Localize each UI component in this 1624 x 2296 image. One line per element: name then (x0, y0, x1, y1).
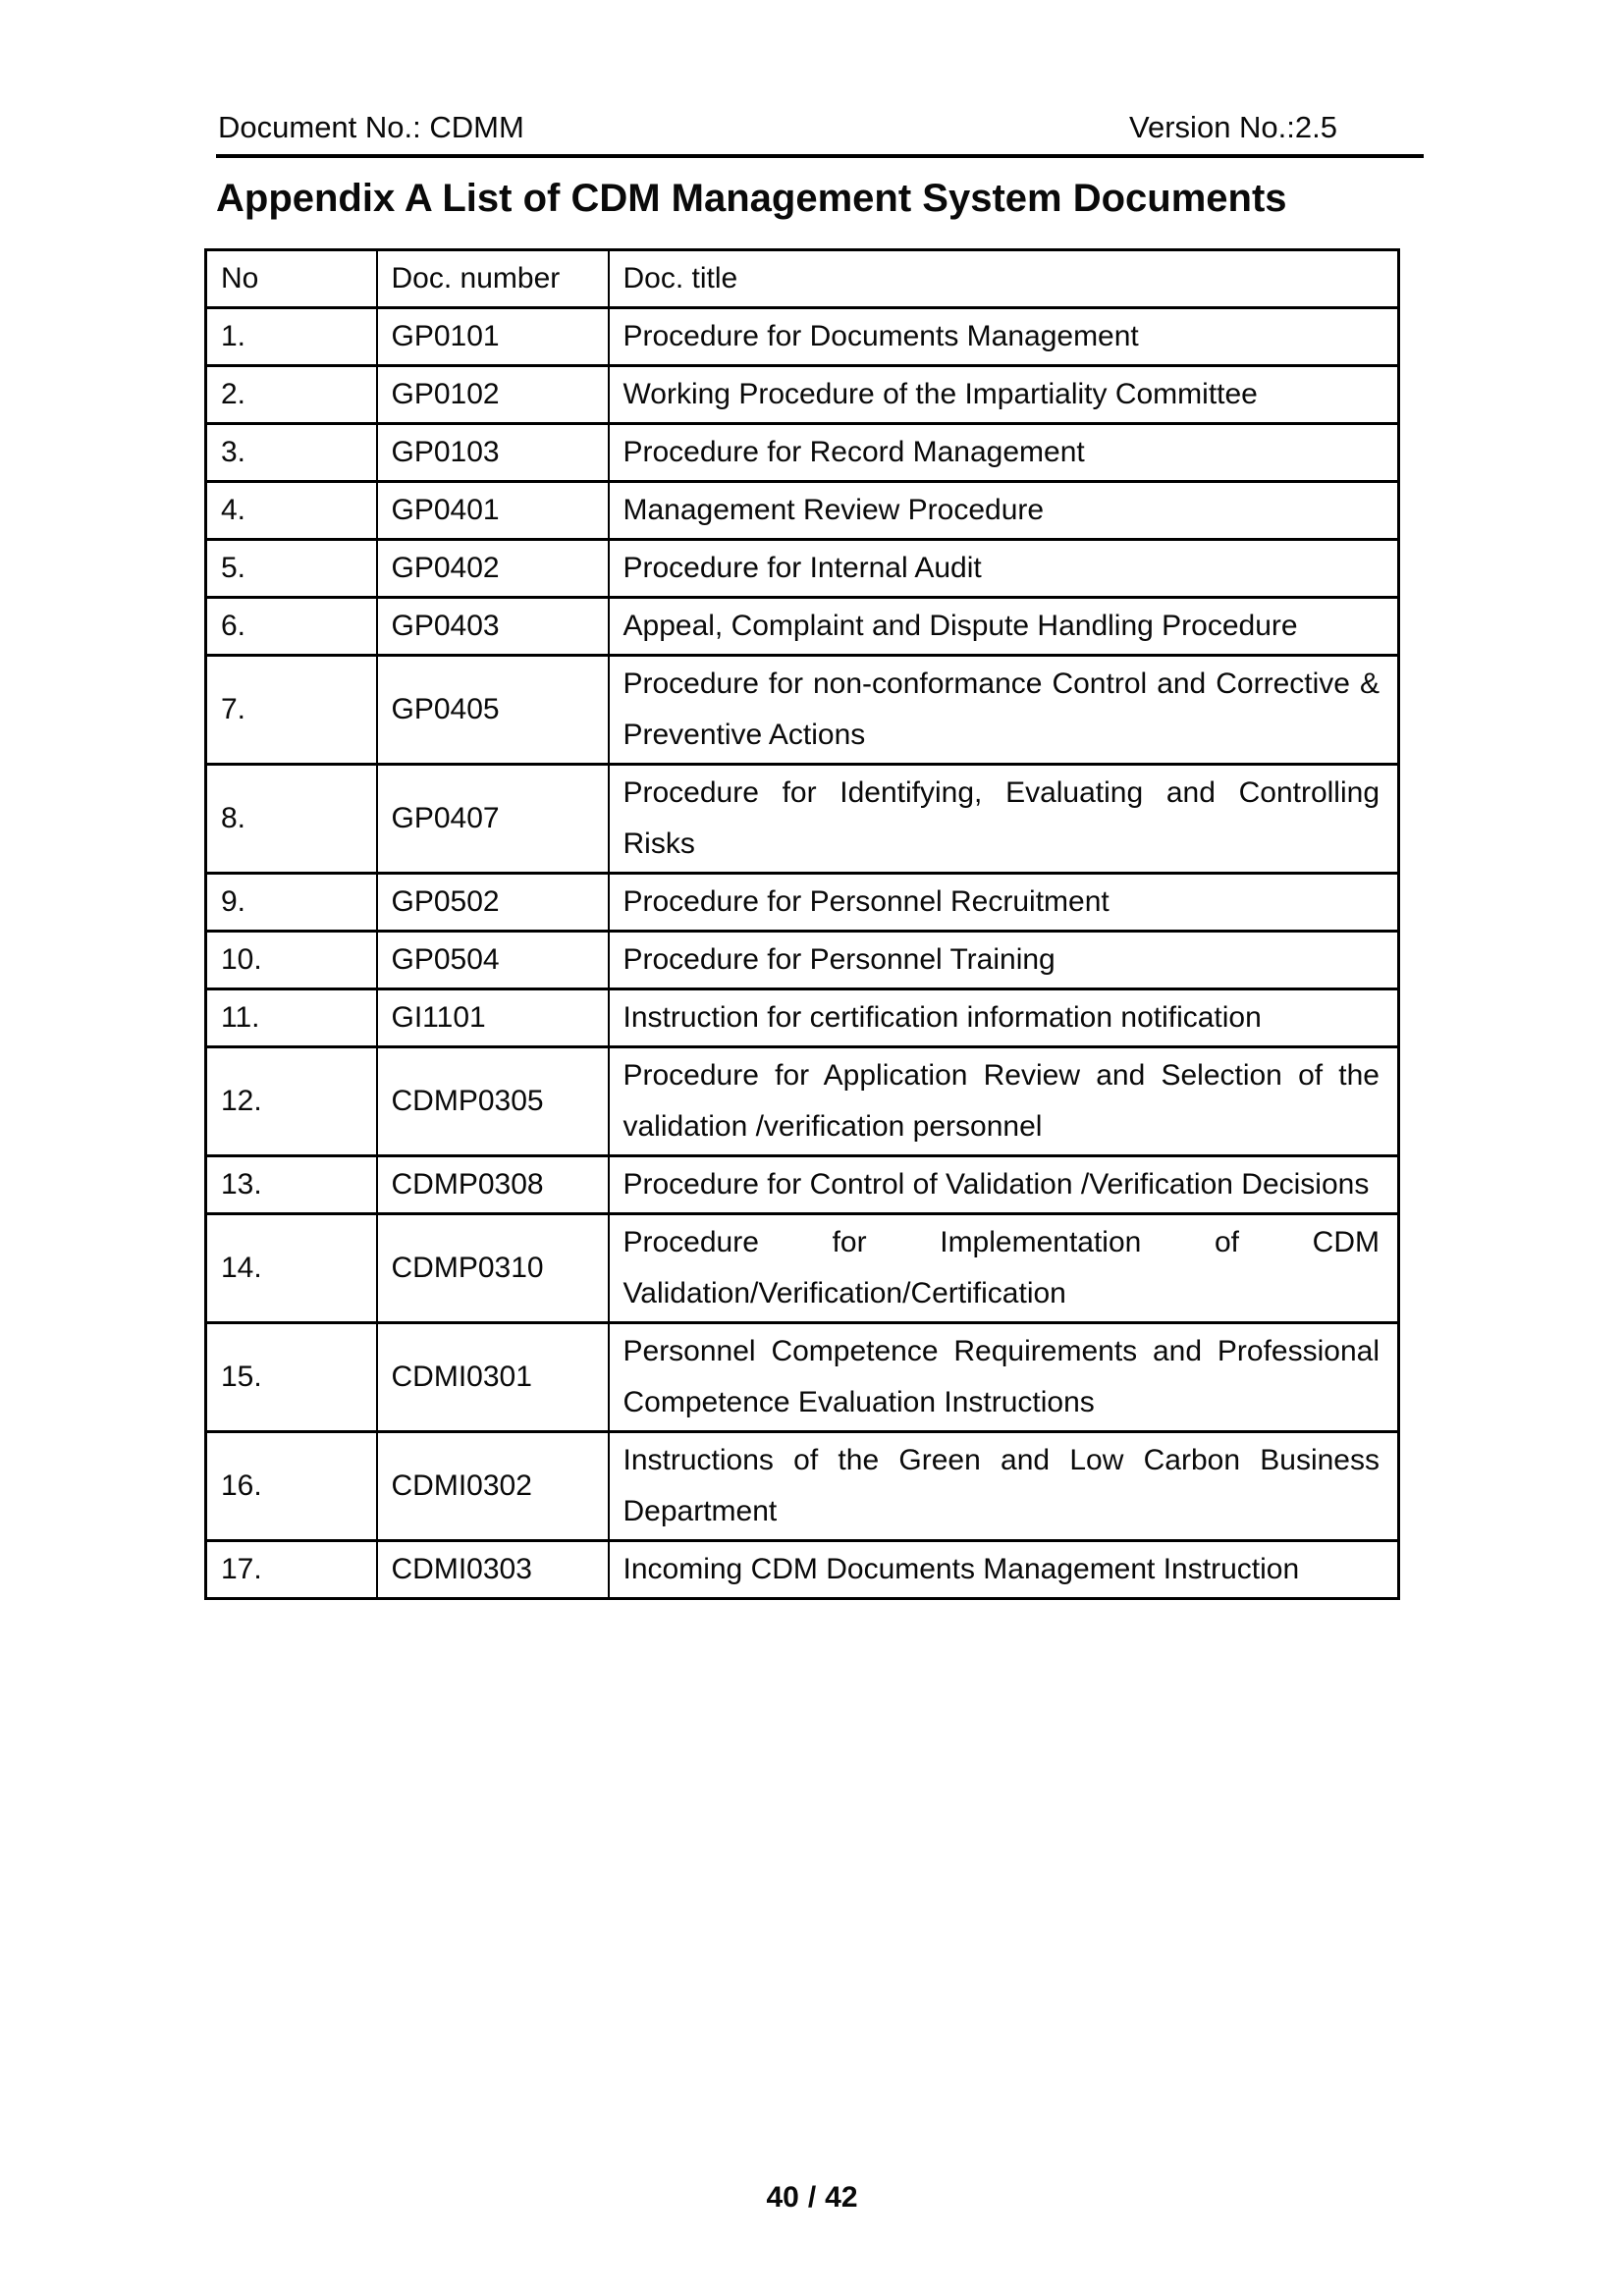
table-row (206, 366, 1399, 424)
row-doc-number: GP0403 (377, 598, 609, 656)
row-no: 7. (206, 656, 377, 765)
row-doc-title: Procedure for Personnel Training (609, 932, 1399, 989)
row-doc-title: Procedure for Documents Management (609, 308, 1399, 366)
column-header-no: No (206, 250, 377, 308)
row-no: 5. (206, 540, 377, 598)
table-row (206, 482, 1399, 540)
table-row (206, 424, 1399, 482)
header-rule (216, 154, 1424, 158)
table-row (206, 1432, 1399, 1541)
table-header-row (206, 250, 1399, 308)
row-doc-title: Procedure for Record Management (609, 424, 1399, 482)
row-doc-title: Management Review Procedure (609, 482, 1399, 540)
column-header-doc-number: Doc. number (377, 250, 609, 308)
row-no: 6. (206, 598, 377, 656)
row-doc-number: GP0401 (377, 482, 609, 540)
row-doc-number: GP0101 (377, 308, 609, 366)
row-doc-title: Procedure for non-conformance Control and Corrective & Preventive Actions (609, 656, 1399, 765)
table-row (206, 540, 1399, 598)
table-body (206, 308, 1399, 1599)
row-doc-title: Instruction for certification information notification (609, 989, 1399, 1047)
row-no: 8. (206, 765, 377, 874)
row-doc-number: CDMP0310 (377, 1214, 609, 1323)
row-no: 10. (206, 932, 377, 989)
row-doc-number: CDMP0305 (377, 1047, 609, 1156)
row-no: 13. (206, 1156, 377, 1214)
row-doc-title: Instructions of the Green and Low Carbon Business Department (609, 1432, 1399, 1541)
page-separator: / (807, 2181, 817, 2214)
table-row (206, 1323, 1399, 1432)
document-header (218, 110, 1424, 145)
row-doc-number: GP0502 (377, 874, 609, 932)
table-row (206, 1156, 1399, 1214)
row-doc-number: GP0407 (377, 765, 609, 874)
row-no: 9. (206, 874, 377, 932)
table-row (206, 932, 1399, 989)
version-number-label: Version No.:2.5 (1129, 110, 1337, 144)
table-row (206, 308, 1399, 366)
documents-table (204, 248, 1400, 1600)
row-no: 3. (206, 424, 377, 482)
table-row (206, 1541, 1399, 1599)
row-no: 12. (206, 1047, 377, 1156)
row-doc-title: Procedure for Identifying, Evaluating and Controlling Risks (609, 765, 1399, 874)
total-page-number: 42 (825, 2181, 858, 2214)
row-no: 1. (206, 308, 377, 366)
row-doc-title: Procedure for Implementation of CDM Validation/Verification/Certification (609, 1214, 1399, 1323)
row-no: 16. (206, 1432, 377, 1541)
row-doc-number: CDMP0308 (377, 1156, 609, 1214)
row-doc-title: Procedure for Internal Audit (609, 540, 1399, 598)
table-row (206, 874, 1399, 932)
row-doc-number: GI1101 (377, 989, 609, 1047)
page-title: Appendix A List of CDM Management System Documents (216, 177, 1287, 220)
row-doc-number: CDMI0302 (377, 1432, 609, 1541)
row-doc-number: GP0402 (377, 540, 609, 598)
row-no: 15. (206, 1323, 377, 1432)
row-no: 17. (206, 1541, 377, 1599)
row-doc-title: Working Procedure of the Impartiality Committee (609, 366, 1399, 424)
row-doc-title: Personnel Competence Requirements and Professional Competence Evaluation Instructions (609, 1323, 1399, 1432)
current-page-number: 40 (766, 2181, 799, 2214)
row-no: 11. (206, 989, 377, 1047)
row-doc-title: Procedure for Control of Validation /Verification Decisions (609, 1156, 1399, 1214)
row-doc-number: GP0102 (377, 366, 609, 424)
row-no: 4. (206, 482, 377, 540)
row-doc-number: GP0504 (377, 932, 609, 989)
column-header-doc-title: Doc. title (609, 250, 1399, 308)
row-no: 14. (206, 1214, 377, 1323)
row-doc-title: Procedure for Personnel Recruitment (609, 874, 1399, 932)
row-no: 2. (206, 366, 377, 424)
row-doc-number: CDMI0303 (377, 1541, 609, 1599)
table-row (206, 989, 1399, 1047)
table-row (206, 765, 1399, 874)
row-doc-title: Appeal, Complaint and Dispute Handling Procedure (609, 598, 1399, 656)
table-row (206, 598, 1399, 656)
row-doc-number: GP0103 (377, 424, 609, 482)
table-row (206, 656, 1399, 765)
page-footer (0, 2181, 1624, 2215)
row-doc-title: Procedure for Application Review and Selection of the validation /verification personnel (609, 1047, 1399, 1156)
row-doc-number: GP0405 (377, 656, 609, 765)
table-row (206, 1214, 1399, 1323)
document-number-label: Document No.: CDMM (218, 110, 524, 144)
table-row (206, 1047, 1399, 1156)
row-doc-title: Incoming CDM Documents Management Instruction (609, 1541, 1399, 1599)
row-doc-number: CDMI0301 (377, 1323, 609, 1432)
